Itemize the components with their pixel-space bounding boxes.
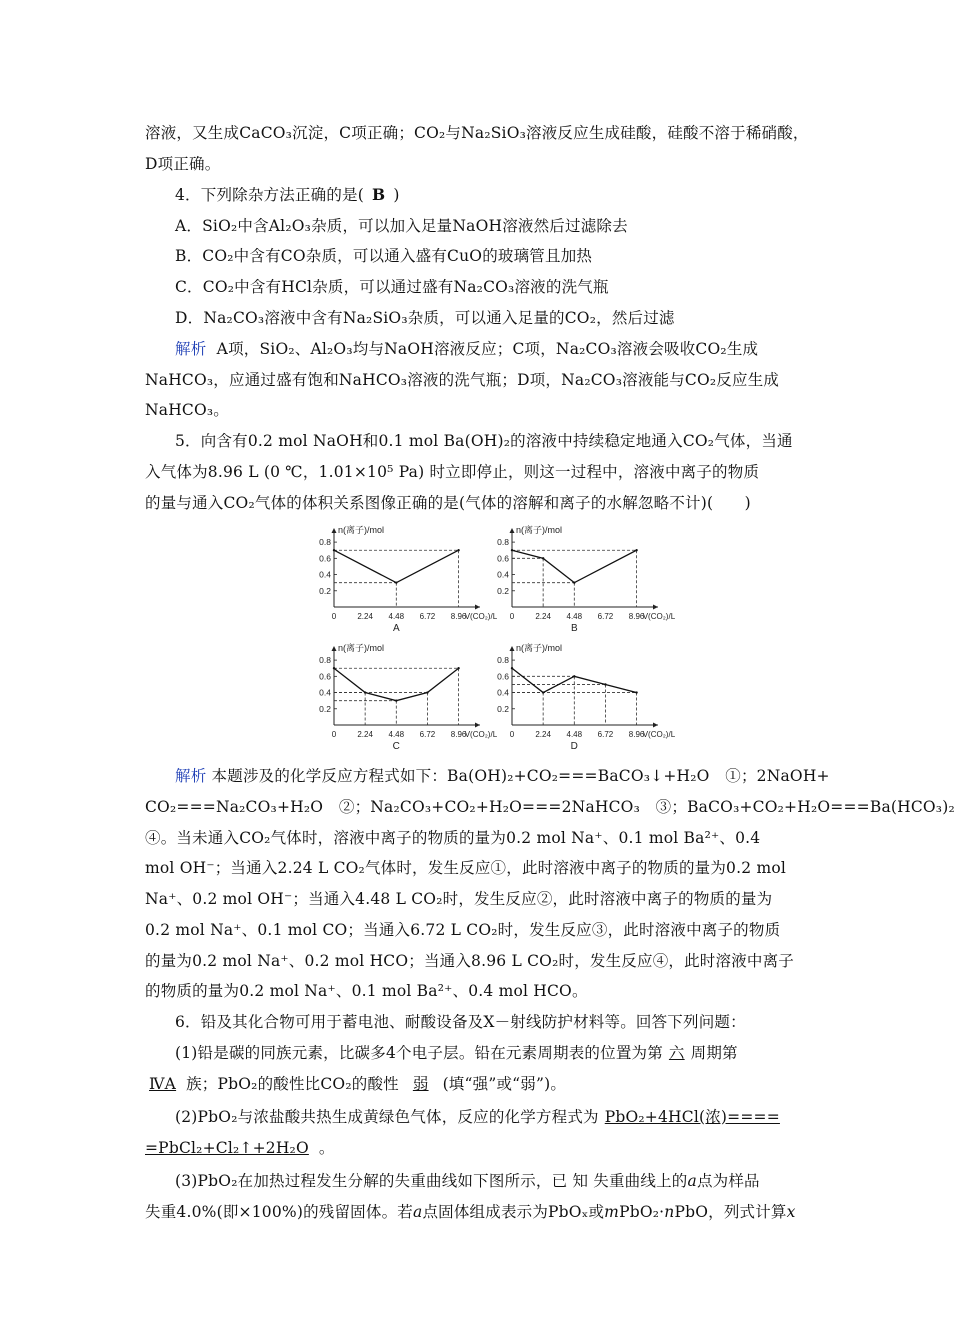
- option-a: A．SiO₂中含Al₂O₃杂质，可以加入足量NaOH溶液然后过滤除去: [175, 217, 628, 235]
- answer-blank: ⅣA: [149, 1075, 177, 1093]
- data-point: [457, 667, 459, 669]
- y-tick-label: 0.6: [319, 671, 331, 682]
- data-point: [426, 691, 428, 693]
- var-m: m: [604, 1203, 620, 1221]
- data-point: [511, 667, 513, 669]
- question-text: 点为样品: [696, 1172, 760, 1190]
- text-line: [145, 1201, 815, 1223]
- text-line: D项正确。: [145, 155, 221, 173]
- y-tick-label: 0.4: [497, 569, 509, 580]
- x-axis-label: V(CO₂)/L: [642, 612, 676, 621]
- x-tick-label: 8.96: [628, 612, 645, 621]
- x-tick-label: 0: [509, 730, 515, 739]
- data-point: [604, 683, 606, 685]
- var-n: n: [664, 1203, 675, 1221]
- chart-d: [488, 640, 676, 755]
- analysis-text: 本题涉及的化学反应方程式如下：Ba(OH)₂+CO₂===BaCO₃↓+H₂O ①；2NaOH+: [211, 767, 830, 785]
- y-axis-label: n(离子)/mol: [338, 525, 385, 535]
- var-a: a: [412, 1203, 423, 1221]
- y-axis-arrow: [332, 646, 337, 651]
- answer-choice: B: [372, 185, 386, 204]
- y-tick-label: 0.6: [497, 553, 509, 564]
- chart-label: A: [392, 623, 400, 634]
- y-tick-label: 0.2: [497, 585, 509, 596]
- text-line: NaHCO₃。: [145, 401, 230, 419]
- question-text: 失重4.0%(即×100%)的残留固体。若: [145, 1203, 413, 1221]
- answer-blank: PbO₂+4HCl(浓)====: [604, 1108, 780, 1126]
- series-line: [334, 550, 459, 582]
- question-6-part-1: [175, 1042, 845, 1064]
- text-line: ④。当未通入CO₂气体时，溶液中离子的物质的量为0.2 mol Na⁺、0.1 mol Ba²⁺、0.4: [145, 829, 761, 847]
- question-text: (2)PbO₂与浓盐酸共热生成黄绿色气体，反应的化学方程式为: [175, 1108, 599, 1126]
- y-axis-label: n(离子)/mol: [516, 525, 563, 535]
- answer-blank: =PbCl₂+Cl₂↑+2H₂O: [145, 1139, 309, 1157]
- x-tick-label: 8.96: [450, 612, 467, 621]
- question-text: 族；PbO₂的酸性比CO₂的酸性: [186, 1075, 399, 1093]
- data-point: [333, 667, 335, 669]
- x-tick-label: 6.72: [597, 612, 614, 621]
- y-axis-arrow: [510, 528, 515, 533]
- question-4-stem: [175, 184, 845, 206]
- x-axis-arrow: [475, 605, 480, 610]
- text-line: 的物质的量为0.2 mol Na⁺、0.1 mol Ba²⁺、0.4 mol HCO。: [145, 982, 588, 1000]
- text-line: [145, 1137, 815, 1159]
- text-line: mol OH⁻；当通入2.24 L CO₂气体时，发生反应①，此时溶液中离子的物质的量为0.2 mol: [145, 859, 787, 877]
- question-text: 点固体组成表示为PbOₓ或: [422, 1203, 605, 1221]
- option-b: B．CO₂中含有CO杂质，可以通入盛有CuO的玻璃管且加热: [175, 247, 593, 265]
- analysis-text: A项，SiO₂、Al₂O₃均与NaOH溶液反应；C项，Na₂CO₃溶液会吸收CO₂生成: [216, 340, 759, 358]
- question-6-stem: 6．铅及其化合物可用于蓄电池、耐酸设备及X－射线防护材料等。回答下列问题：: [175, 1013, 746, 1031]
- y-tick-label: 0.8: [497, 537, 509, 548]
- data-point: [635, 549, 637, 551]
- chart-label: D: [570, 741, 578, 752]
- y-tick-label: 0.8: [497, 655, 509, 666]
- analysis-label: 解析: [175, 767, 207, 785]
- data-point: [395, 699, 397, 701]
- question-6-part-2: [175, 1106, 845, 1128]
- x-tick-label: 4.48: [566, 612, 583, 621]
- y-tick-label: 0.4: [497, 687, 509, 698]
- question-text: 4．下列除杂方法正确的是(: [175, 186, 365, 204]
- data-point: [542, 557, 544, 559]
- text-line: CO₂===Na₂CO₃+H₂O ②；Na₂CO₃+CO₂+H₂O===2NaHCO₃ ③；BaCO₃+CO₂+H₂O===Ba(HCO₃)₂: [145, 798, 955, 816]
- var-a: a: [687, 1172, 697, 1190]
- analysis-label: 解析: [175, 340, 207, 358]
- y-axis-arrow: [332, 528, 337, 533]
- question-text: PbO，列式计算: [674, 1203, 787, 1221]
- x-axis-label: V(CO₂)/L: [464, 612, 498, 621]
- y-tick-label: 0.4: [319, 569, 331, 580]
- y-tick-label: 0.4: [319, 687, 331, 698]
- question-text: (1)铅是碳的同族元素，比碳多4个电子层。铅在元素周期表的位置为第: [175, 1044, 663, 1062]
- question-6-part-3: [175, 1170, 845, 1192]
- x-tick-label: 4.48: [388, 612, 405, 621]
- text-line: 入气体为8.96 L (0 ℃，1.01×10⁵ Pa) 时立即停止，则这一过程中，溶液中离子的物质: [145, 463, 760, 481]
- y-tick-label: 0.2: [319, 703, 331, 714]
- chart-b: [488, 522, 676, 637]
- y-tick-label: 0.2: [319, 585, 331, 596]
- chart-a: [310, 522, 498, 637]
- x-tick-label: 2.24: [357, 612, 373, 621]
- answer-blank: 弱: [412, 1075, 429, 1093]
- question-text: 。: [318, 1139, 335, 1157]
- answer-blank: 六: [668, 1044, 685, 1062]
- x-axis-arrow: [653, 605, 658, 610]
- x-tick-label: 2.24: [535, 730, 551, 739]
- text-line: 的量为0.2 mol Na⁺、0.2 mol HCO；当通入8.96 L CO₂时，发生反应④，此时溶液中离子: [145, 952, 794, 970]
- analysis-line: [175, 338, 845, 360]
- option-d: D．Na₂CO₃溶液中含有Na₂SiO₃杂质，可以通入足量的CO₂，然后过滤: [175, 309, 675, 327]
- x-tick-label: 6.72: [419, 612, 436, 621]
- chart-label: B: [570, 623, 578, 634]
- text-line: [145, 1073, 815, 1095]
- x-tick-label: 0: [331, 730, 337, 739]
- data-point: [395, 581, 397, 583]
- question-text: 周期第: [690, 1044, 738, 1062]
- analysis-line: [175, 765, 845, 787]
- data-point: [542, 691, 544, 693]
- x-tick-label: 8.96: [628, 730, 645, 739]
- x-tick-label: 4.48: [388, 730, 405, 739]
- text-line: 溶液，又生成CaCO₃沉淀，C项正确；CO₂与Na₂SiO₃溶液反应生成硅酸，硅酸不溶于稀硝酸，: [145, 124, 809, 142]
- data-point: [457, 549, 459, 551]
- y-tick-label: 0.6: [319, 553, 331, 564]
- y-tick-label: 0.8: [319, 537, 331, 548]
- series-line: [512, 550, 637, 582]
- x-tick-label: 2.24: [357, 730, 373, 739]
- x-tick-label: 4.48: [566, 730, 583, 739]
- y-axis-arrow: [510, 646, 515, 651]
- data-point: [573, 675, 575, 677]
- x-axis-arrow: [475, 723, 480, 728]
- text-line: 0.2 mol Na⁺、0.1 mol CO；当通入6.72 L CO₂时，发生反应③，此时溶液中离子的物质: [145, 921, 781, 939]
- data-point: [573, 581, 575, 583]
- data-point: [511, 549, 513, 551]
- y-tick-label: 0.2: [497, 703, 509, 714]
- data-point: [364, 691, 366, 693]
- x-tick-label: 6.72: [597, 730, 614, 739]
- series-line: [334, 668, 459, 700]
- y-axis-label: n(离子)/mol: [338, 643, 385, 653]
- y-axis-label: n(离子)/mol: [516, 643, 563, 653]
- data-point: [333, 549, 335, 551]
- data-point: [635, 691, 637, 693]
- question-text: PbO₂·: [619, 1203, 665, 1221]
- x-axis-label: V(CO₂)/L: [642, 730, 676, 739]
- x-tick-label: 0: [331, 612, 337, 621]
- y-tick-label: 0.8: [319, 655, 331, 666]
- text-line: NaHCO₃，应通过盛有饱和NaHCO₃溶液的洗气瓶；D项，Na₂CO₃溶液能与CO₂反应生成: [145, 371, 780, 389]
- question-text: (3)PbO₂在加热过程发生分解的失重曲线如下图所示，已 知 失重曲线上的: [175, 1172, 688, 1190]
- question-5-stem: 5．向含有0.2 mol NaOH和0.1 mol Ba(OH)₂的溶液中持续稳定地通入CO₂气体，当通: [175, 432, 793, 450]
- x-tick-label: 0: [509, 612, 515, 621]
- x-axis-label: V(CO₂)/L: [464, 730, 498, 739]
- text-line: 的量与通入CO₂气体的体积关系图像正确的是(气体的溶解和离子的水解忽略不计)( ): [145, 494, 751, 512]
- chart-c: [310, 640, 498, 755]
- x-tick-label: 2.24: [535, 612, 551, 621]
- chart-label: C: [392, 741, 400, 752]
- x-tick-label: 6.72: [419, 730, 436, 739]
- option-c: C．CO₂中含有HCl杂质，可以通过盛有Na₂CO₃溶液的洗气瓶: [175, 278, 609, 296]
- y-tick-label: 0.6: [497, 671, 509, 682]
- var-x: x: [786, 1203, 796, 1221]
- x-tick-label: 8.96: [450, 730, 467, 739]
- text-line: Na⁺、0.2 mol OH⁻；当通入4.48 L CO₂时，发生反应②，此时溶液中离子的物质的量为: [145, 890, 773, 908]
- question-text: (填“强”或“弱”)。: [442, 1075, 567, 1093]
- x-axis-arrow: [653, 723, 658, 728]
- bracket: ): [393, 186, 400, 204]
